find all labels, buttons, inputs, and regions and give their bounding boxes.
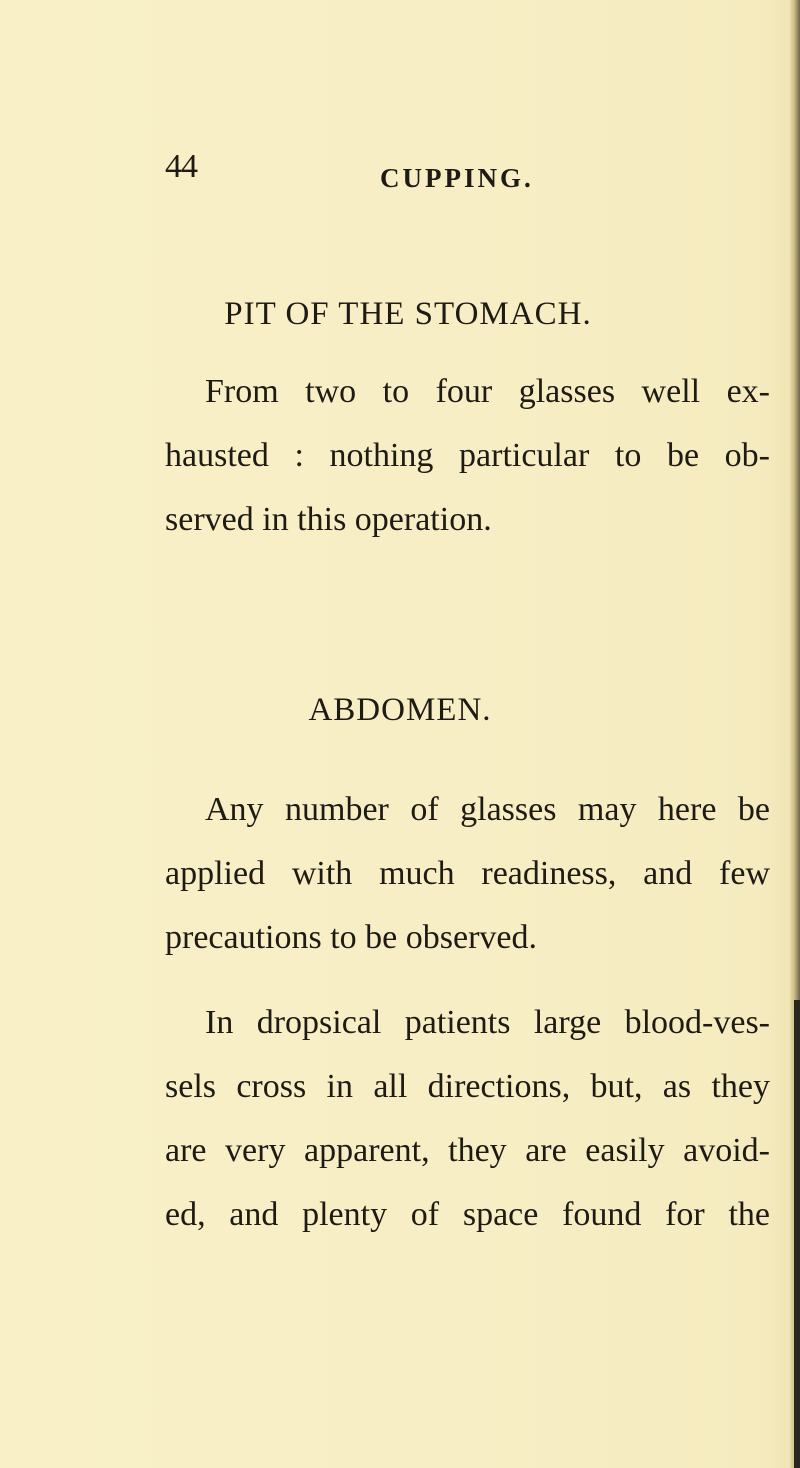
text-line: are very apparent, they are easily avoid- bbox=[165, 1132, 770, 1169]
text-line: In dropsical patients large blood-ves- bbox=[205, 1004, 770, 1041]
text-line: hausted : nothing particular to be ob- bbox=[165, 437, 770, 474]
text-line: sels cross in all directions, but, as they bbox=[165, 1068, 770, 1105]
paragraph bbox=[165, 360, 770, 552]
page-number: 44 bbox=[165, 148, 197, 185]
text-line: served in this operation. bbox=[165, 501, 492, 538]
text-line: applied with much readiness, and few bbox=[165, 855, 770, 892]
text-line: Any number of glasses may here be bbox=[205, 791, 770, 828]
section-heading: ABDOMEN. bbox=[308, 692, 492, 728]
text-line: From two to four glasses well ex- bbox=[205, 373, 770, 410]
section-heading: PIT OF THE STOMACH. bbox=[224, 296, 592, 332]
text-line: ed, and plenty of space found for the bbox=[165, 1196, 770, 1233]
paragraph bbox=[165, 991, 770, 1247]
page-edge-shadow bbox=[794, 1000, 800, 1468]
text-line: precautions to be observed. bbox=[165, 919, 537, 956]
paragraph bbox=[165, 778, 770, 970]
running-head: CUPPING. bbox=[380, 163, 534, 193]
